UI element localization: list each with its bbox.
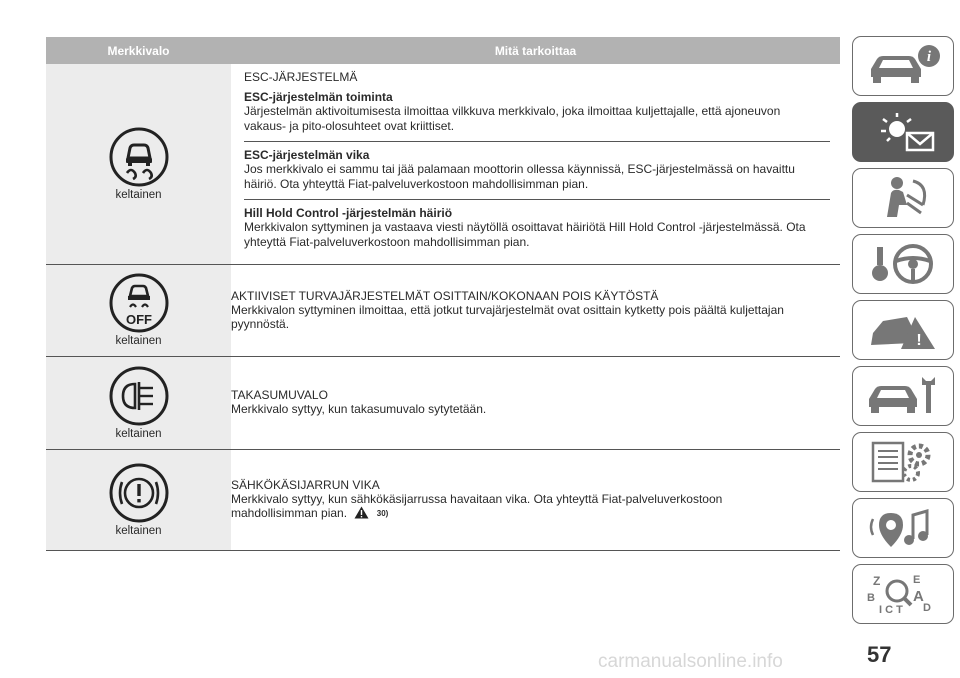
description-cell [231,64,840,264]
icon-cell [46,64,231,264]
description-cell [231,449,840,550]
steering-wheel-icon [863,241,943,287]
text-line: pyynnöstä. [231,317,290,331]
text-line: yhteyttä Fiat-palveluverkostoon mahdollisimman pian. [244,234,530,249]
svg-text:E: E [913,574,921,586]
maintenance-icon [863,373,943,419]
tab-maintenance[interactable] [852,366,954,426]
index-icon [863,571,943,617]
section-title: AKTIIVISET TURVAJÄRJESTELMÄT OSITTAIN/KOKONAAN POIS KÄYTÖSTÄ [231,288,659,303]
text-line: Merkkivalon syttyminen ilmoittaa, että jotkut turvajärjestelmät ovat osittain kytketty pois päältä kuljettajan [231,302,784,317]
icon-cell [46,356,231,449]
page-number: 57 [867,642,892,667]
svg-text:D: D [923,602,931,614]
chapter-tabs [852,36,955,630]
color-label: keltainen [115,188,162,201]
car-info-icon [863,43,943,89]
table-row [46,356,840,449]
warning-triangle-icon [354,506,369,519]
tab-multimedia[interactable] [852,498,954,558]
tab-index[interactable] [852,564,954,624]
icon-cell [46,264,231,356]
table-row [46,449,840,550]
subsection-title: Hill Hold Control -järjestelmän häiriö [244,206,453,220]
svg-text:!: ! [916,332,922,349]
esc-warning-icon [109,127,169,187]
tab-starting-driving[interactable] [852,234,954,294]
text-line: mahdollisimman pian. [231,506,348,520]
technical-data-icon [863,439,943,485]
section-title: TAKASUMUVALO [231,388,328,403]
svg-text:Z: Z [873,574,881,588]
emergency-icon [863,307,943,353]
svg-text:I C T: I C T [879,604,903,616]
esc-off-icon [109,273,169,333]
text-line: vakaus- ja pito-olosuhteet ovat kriittiset. [244,118,455,133]
svg-text:A: A [913,588,924,605]
text-line-with-reference [231,506,840,522]
header-merkkivalo: Merkkivalo [46,37,231,64]
color-label: keltainen [115,524,162,537]
safety-airbag-icon [863,175,943,221]
text-line: Merkkivalo syttyy, kun takasumuvalo sytytetään. [231,402,487,417]
svg-text:i: i [926,49,932,65]
electric-parking-brake-icon [109,463,169,523]
text-line: Merkkivalon syttyminen ja vastaava viesti näytöllä osoittavat häiriötä Hill Hold Control -järjestelmässä. Ota [244,220,806,234]
footnote-reference: 30) [376,509,389,518]
warning-lights-table [46,37,840,551]
tab-car-info[interactable] [852,36,954,96]
text-line: Jos merkkivalo ei sammu tai jää palamaan moottorin ollessa käynnissä, ESC-järjestelmässä on havaittu [244,162,795,176]
section-title: SÄHKÖKÄSIJARRUN VIKA [231,477,380,492]
text-line: Järjestelmän aktivoitumisesta ilmoittaa vilkkuva merkkivalo, joka ilmoittaa kuljettajalle, että ajoneuvon [244,104,781,118]
description-cell [231,356,840,449]
subsection-title: ESC-järjestelmän vika [244,148,370,162]
watermark: carmanualsonline.info [598,651,783,672]
subsection-title: ESC-järjestelmän toiminta [244,90,393,104]
icon-cell [46,449,231,550]
section-title: ESC-JÄRJESTELMÄ [244,70,358,84]
svg-text:B: B [867,592,875,604]
tab-emergency[interactable] [852,300,954,360]
multimedia-icon [863,505,943,551]
table-row [46,264,840,356]
rear-fog-light-icon [109,366,169,426]
tab-warning-lights[interactable] [852,102,954,162]
color-label: keltainen [115,427,162,440]
color-label: keltainen [115,335,162,347]
table-row [46,64,840,264]
tab-safety[interactable] [852,168,954,228]
tab-technical-data[interactable] [852,432,954,492]
table-header-row [46,37,840,64]
description-cell [231,264,840,356]
icon-off-text: OFF [125,312,152,327]
text-line: häiriö. Ota yhteyttä Fiat-palveluverkostoon mahdollisimman pian. [244,176,589,191]
text-line: Merkkivalo syttyy, kun sähkökäsijarrussa havaitaan vika. Ota yhteyttä Fiat-palveluverkostoon [231,491,723,506]
header-mita-tarkoittaa: Mitä tarkoittaa [231,37,840,64]
warning-lights-icon [863,109,943,155]
